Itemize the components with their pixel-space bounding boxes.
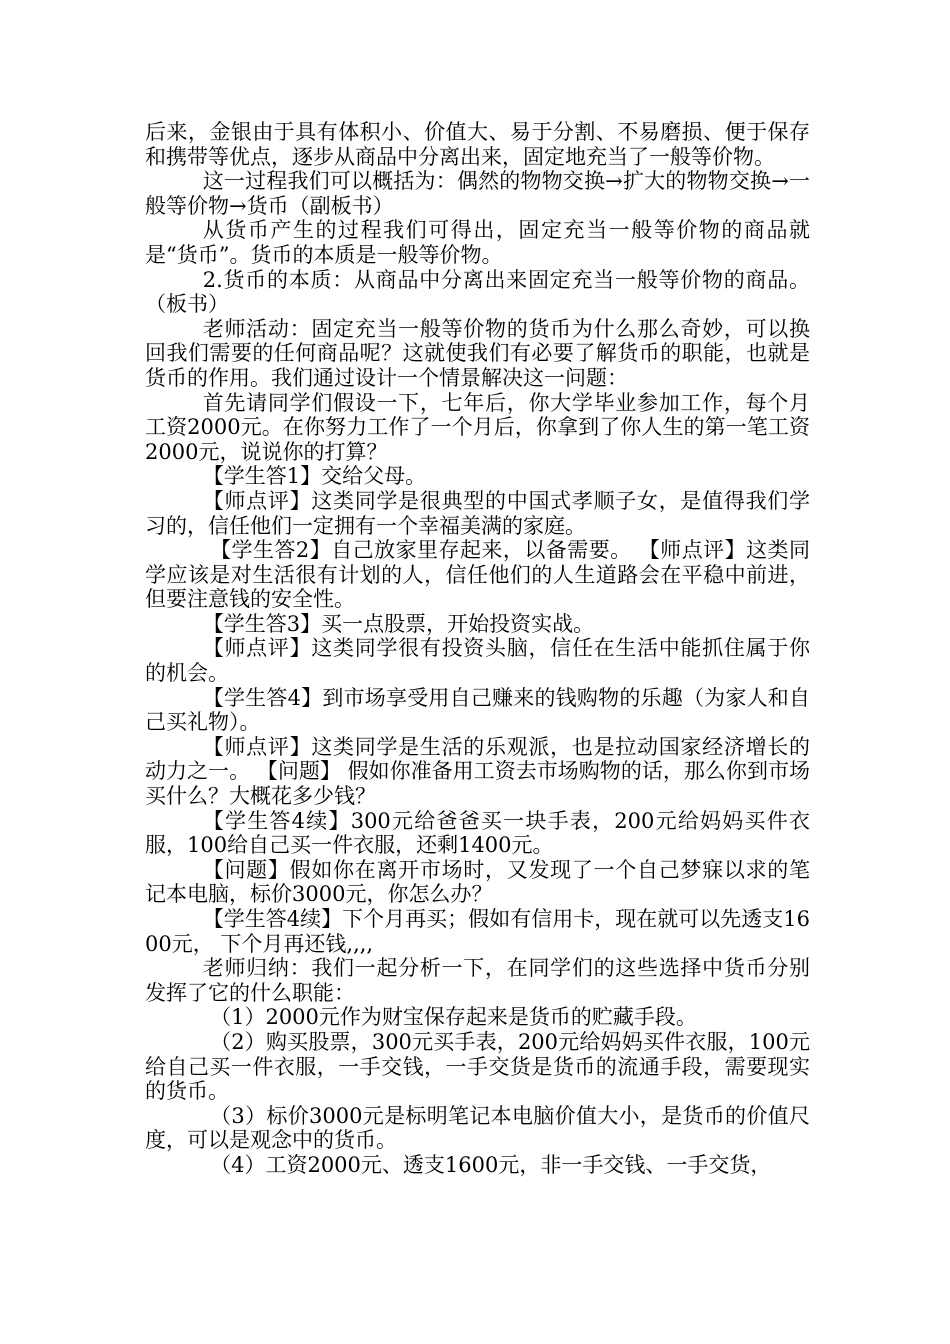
paragraph: 【学生答4续】下个月再买；假如有信用卡，现在就可以先透支1600元， 下个月再还钱,,,, <box>145 907 810 956</box>
paragraph: 老师归纳：我们一起分析一下，在同学们的这些选择中货币分别发挥了它的什么职能： <box>145 956 810 1005</box>
paragraph: （1）2000元作为财宝保存起来是货币的贮藏手段。 <box>210 1005 697 1030</box>
paragraph: 老师活动：固定充当一般等价物的货币为什么那么奇妙，可以换回我们需要的任何商品呢？这就使我们有必要了解货币的职能，也就是货币的作用。我们通过设计一个情景解决这一问题： <box>145 316 810 390</box>
paragraph: 【师点评】这类同学是生活的乐观派，也是拉动国家经济增长的动力之一。 【问题】 假如你准备用工资去市场购物的话，那么你到市场买什么？大概花多少钱？ <box>145 734 810 809</box>
paragraph: 【师点评】这类同学很有投资头脑，信任在生活中能抓住属于你的机会。 <box>145 636 810 686</box>
paragraph: 【学生答4续】300元给爸爸买一块手表，200元给妈妈买件衣服，100给自己买一件衣服，还剩1400元。 <box>145 808 810 858</box>
paragraph: 【师点评】这类同学是很典型的中国式孝顺子女，是值得我们学习的，信任他们一定拥有一个幸福美满的家庭。 <box>145 488 810 538</box>
paragraph: 2.货币的本质：从商品中分离出来固定充当一般等价物的商品。（板书） <box>145 267 810 317</box>
paragraph: 【学生答4】到市场享受用自己赚来的钱购物的乐趣（为家人和自己买礼物）。 <box>145 685 810 735</box>
paragraph: 这一过程我们可以概括为：偶然的物物交换→扩大的物物交换→一般等价物→货币（副板书） <box>145 169 810 218</box>
paragraph: 从货币产生的过程我们可得出，固定充当一般等价物的商品就是“货币”。货币的本质是一般等价物。 <box>145 218 810 267</box>
paragraph: （2）购买股票，300元买手表，200元给妈妈买件衣服，100元给自己买一件衣服，一手交钱，一手交货是货币的流通手段，需要现实的货币。 <box>145 1029 810 1104</box>
paragraph: 【问题】假如你在离开市场时，又发现了一个自己梦寐以求的笔记本电脑，标价3000元，你怎么办？ <box>145 857 810 907</box>
paragraph: 【学生答3】买一点股票，开始投资实战。 <box>202 611 595 636</box>
paragraph: （3）标价3000元是标明笔记本电脑价值大小，是货币的价值尺度，可以是观念中的货币。 <box>145 1103 810 1153</box>
paragraph: 【学生答2】自己放家里存起来，以备需要。 【师点评】这类同学应该是对生活很有计划的人，信任他们的人生道路会在平稳中前进，但要注意钱的安全性。 <box>145 538 810 612</box>
paragraph: 后来，金银由于具有体积小、价值大、易于分割、不易磨损、便于保存和携带等优点，逐步从商品中分离出来，固定地充当了一般等价物。 <box>145 120 810 169</box>
document-page <box>145 120 810 1178</box>
paragraph: 首先请同学们假设一下，七年后，你大学毕业参加工作，每个月工资2000元。在你努力工作了一个月后，你拿到了你人生的第一笔工资2000元，说说你的打算？ <box>145 390 810 464</box>
paragraph: （4）工资2000元、透支1600元，非一手交钱、一手交货， <box>210 1152 772 1177</box>
paragraph: 【学生答1】交给父母。 <box>202 464 427 489</box>
